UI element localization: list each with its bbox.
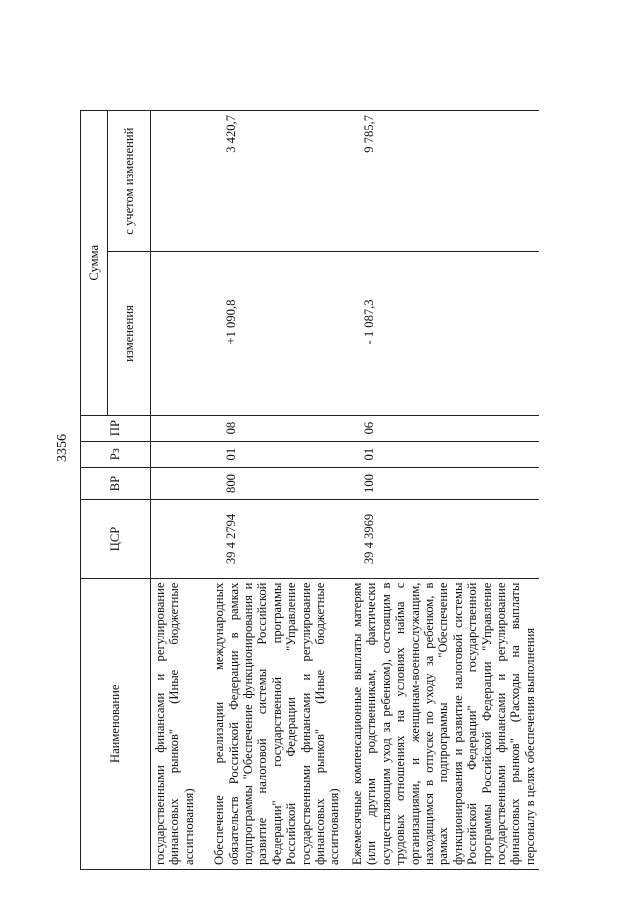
row-rz	[151, 441, 207, 467]
header-csr: ЦСР	[81, 500, 151, 578]
row-rz: 01	[344, 441, 539, 467]
row-total: 3 420,7	[206, 111, 344, 252]
row-name: государственными финансами и регулирование финансовых рынков" (Иные бюджетные ассигнования)	[151, 578, 207, 869]
header-with-changes: с учетом изменений	[108, 111, 151, 252]
row-change	[151, 252, 207, 415]
budget-table-page	[80, 110, 600, 870]
row-csr	[151, 500, 207, 578]
row-pr: 08	[206, 415, 344, 441]
row-change: +1 090,8	[206, 252, 344, 415]
header-vr: ВР	[81, 467, 151, 500]
row-total: 9 785,7	[344, 111, 539, 252]
row-total	[151, 111, 207, 252]
header-changes: изменения	[108, 252, 151, 415]
row-vr: 100	[344, 467, 539, 500]
header-sum: Сумма	[81, 111, 108, 416]
row-rz: 01	[206, 441, 344, 467]
header-rz: Рз	[81, 441, 151, 467]
header-name: Наименование	[81, 578, 151, 869]
row-name: Обеспечение реализации международных обязательств Российской Федерации в рамках подпрограммы "Обеспечение функционирования и развитие налоговой системы Российской Федерации" государственной программы Российской Федерации "Управление государственными финансами и регулирование финансовых рынков" (Иные бюджетные ассигнования)	[206, 578, 344, 869]
table-row	[151, 111, 207, 870]
row-change: - 1 087,3	[344, 252, 539, 415]
budget-table	[80, 110, 539, 870]
row-name: Ежемесячные компенсационные выплаты матерям (или другим родственникам, фактически осуществляющим уход за ребенком), состоящим в трудовых отношениях на условиях найма с организациями, и женщинам-военнослужащим, находящимся в отпуске по уходу за ребенком, в рамках подпрограммы "Обеспечение функционирования и развитие налоговой системы Российской Федерации" государственной программы Российской Федерации "Управление государственными финансами и регулирование финансовых рынков" (Расходы на выплаты персоналу в целях обеспечения выполнения	[344, 578, 539, 869]
row-csr: 39 4 2794	[206, 500, 344, 578]
header-pr: ПР	[81, 415, 151, 441]
table-row	[206, 111, 344, 870]
table-row	[344, 111, 539, 870]
row-pr: 06	[344, 415, 539, 441]
row-vr: 800	[206, 467, 344, 500]
page-number: 3356	[55, 434, 70, 462]
row-csr: 39 4 3969	[344, 500, 539, 578]
row-pr	[151, 415, 207, 441]
row-vr	[151, 467, 207, 500]
